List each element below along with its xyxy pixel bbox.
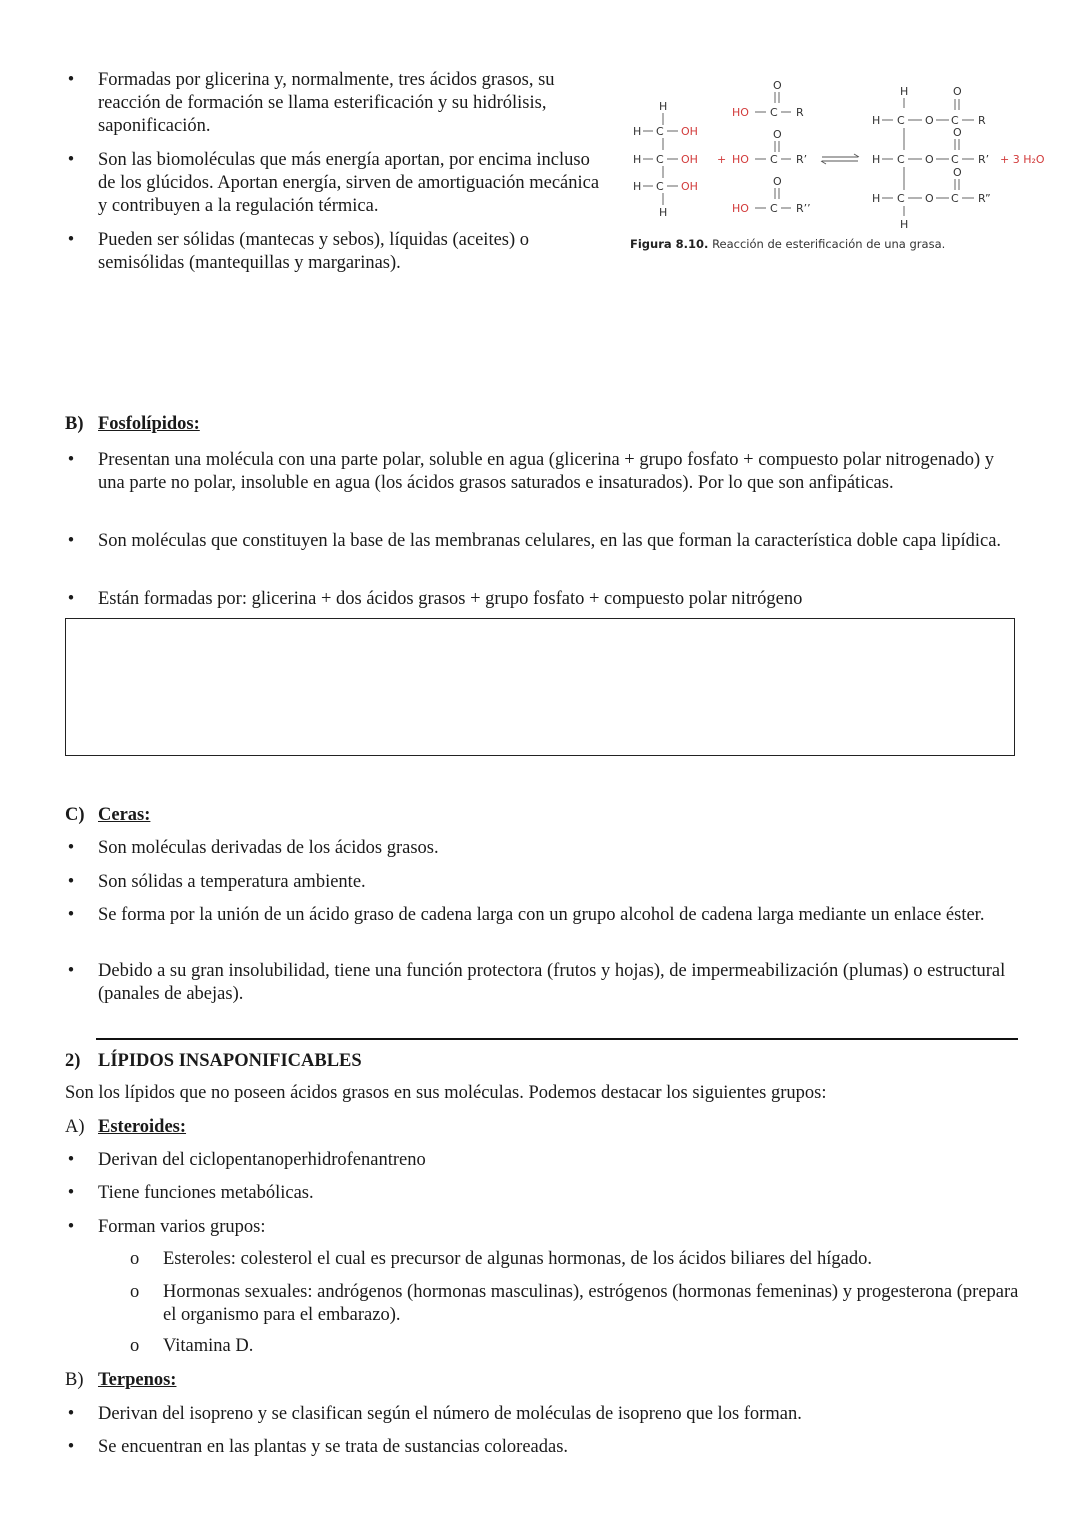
atom-r-double-prime: R” [978, 192, 991, 205]
atom-c: C [897, 114, 905, 127]
atom-ho: HO [732, 153, 749, 166]
phospholipid-bullet-2: Son moléculas que constituyen la base de las membranas celulares, en las que forman la característica doble capa lipídica. [98, 531, 1002, 551]
list-item [65, 1403, 1020, 1426]
list-item [65, 588, 1020, 611]
bullet-icon: • [67, 905, 75, 925]
intro-bullet-1: Formadas por glicerina y, normalmente, tres ácidos grasos, su reacción de formación se llama esterificación y su hidrólisis, saponificación. [98, 70, 555, 136]
section-title: Ceras: [98, 805, 151, 825]
bullet-icon: • [67, 450, 75, 470]
atom-h: H [872, 114, 881, 127]
bullet-icon: • [67, 230, 75, 250]
section-letter: B) [65, 414, 84, 434]
terpenes-heading [65, 1369, 176, 1392]
figure-caption-text: Reacción de esterificación de una grasa. [712, 237, 946, 251]
terpene-bullet-1: Derivan del isopreno y se clasifican según el número de moléculas de isopreno que los forman. [98, 1404, 802, 1424]
atom-oh: OH [681, 125, 698, 138]
phospholipid-bullet-3: Están formadas por: glicerina + dos ácidos grasos + grupo fosfato + compuesto polar nitrógeno [98, 589, 803, 609]
atom-c: C [656, 125, 664, 138]
section-letter: B) [65, 1370, 84, 1390]
section-letter: A) [65, 1117, 85, 1137]
wax-bullet-2: Son sólidas a temperatura ambiente. [98, 872, 366, 892]
atom-r: R [796, 106, 804, 119]
atom-c: C [770, 153, 778, 166]
atom-c: C [897, 192, 905, 205]
bullet-icon: • [67, 589, 75, 609]
atom-c: C [951, 114, 959, 127]
section-2-intro: Son los lípidos que no poseen ácidos grasos en sus moléculas. Podemos destacar los siguientes grupos: [65, 1083, 827, 1103]
atom-h-top: H [659, 100, 668, 113]
water-product: + 3 H₂O [1000, 153, 1045, 166]
sub-list-item [130, 1281, 1020, 1327]
bullet-icon: • [67, 150, 75, 170]
circle-bullet-icon: o [130, 1336, 140, 1356]
wax-bullet-1: Son moléculas derivadas de los ácidos grasos. [98, 838, 439, 858]
steroid-bullet-2: Tiene funciones metabólicas. [98, 1183, 314, 1203]
intro-bullet-3: Pueden ser sólidas (mantecas y sebos), líquidas (aceites) o semisólidas (mantequillas y margarinas). [98, 230, 530, 273]
steroid-sub-bullet-3: Vitamina D. [163, 1336, 254, 1356]
section-title: Esteroides: [98, 1117, 187, 1137]
list-item [65, 960, 1020, 1006]
wax-bullet-3: Se forma por la unión de un ácido graso de cadena larga con un grupo alcohol de cadena larga mediante un enlace éster. [98, 905, 985, 925]
atom-h: H [633, 153, 642, 166]
steroids-heading [65, 1116, 186, 1139]
atom-h: H [872, 153, 881, 166]
steroid-bullet-3: Forman varios grupos: [98, 1217, 266, 1237]
list-item [65, 1182, 1020, 1205]
atom-o: O [773, 175, 782, 188]
atom-o: O [773, 128, 782, 141]
atom-h: H [633, 180, 642, 193]
atom-r: R [978, 114, 986, 127]
list-item [65, 871, 1020, 894]
figure-caption-label: Figura 8.10. [630, 237, 709, 251]
bullet-icon: • [67, 1404, 75, 1424]
section-b-heading [65, 413, 200, 436]
atom-h: H [872, 192, 881, 205]
atom-c: C [770, 106, 778, 119]
steroid-sub-bullet-2: Hormonas sexuales: andrógenos (hormonas masculinas), estrógenos (hormonas femeninas) y progesterona (prepara el organismo para el embarazo). [163, 1282, 1019, 1325]
bullet-icon: • [67, 961, 75, 981]
phospholipid-bullet-1: Presentan una molécula con una parte polar, soluble en agua (glicerina + grupo fosfato + compuesto polar nitrogenado) y una parte no polar, insoluble en agua (los ácidos grasos saturados e insaturados). Por lo que son anfipáticas. [98, 450, 995, 493]
atom-h: H [633, 125, 642, 138]
atom-o: O [953, 166, 962, 179]
atom-oh: OH [681, 180, 698, 193]
section-2-heading [65, 1050, 362, 1073]
atom-c: C [951, 192, 959, 205]
bullet-icon: • [67, 872, 75, 892]
list-item [65, 149, 610, 218]
list-item [65, 1216, 1020, 1239]
terpene-bullet-2: Se encuentran en las plantas y se trata de sustancias coloreadas. [98, 1437, 569, 1457]
section-divider [96, 1038, 1018, 1040]
answer-box[interactable] [65, 618, 1015, 756]
atom-oh: OH [681, 153, 698, 166]
atom-c: C [656, 153, 664, 166]
atom-r-prime: R’ [796, 153, 808, 166]
steroid-sub-bullet-1: Esteroles: colesterol el cual es precursor de algunas hormonas, de los ácidos biliares del hígado. [163, 1249, 872, 1269]
atom-h-top: H [900, 85, 909, 98]
atom-o: O [773, 79, 782, 92]
atom-c: C [897, 153, 905, 166]
atom-o: O [925, 192, 934, 205]
atom-r-double-prime: R’’ [796, 202, 811, 215]
bullet-icon: • [67, 1183, 75, 1203]
atom-ho: HO [732, 202, 749, 215]
section-title: Fosfolípidos: [98, 414, 200, 434]
list-item [65, 229, 610, 275]
plus-sign: + [717, 153, 727, 166]
atom-h-bottom: H [659, 206, 668, 219]
bullet-icon: • [67, 1150, 75, 1170]
equilibrium-arrow-icon [821, 154, 859, 164]
atom-h-bottom: H [900, 218, 909, 231]
section-c-heading [65, 804, 150, 827]
atom-o: O [953, 126, 962, 139]
atom-c: C [656, 180, 664, 193]
atom-o: O [925, 114, 934, 127]
atom-r-prime: R’ [978, 153, 990, 166]
atom-o: O [953, 85, 962, 98]
circle-bullet-icon: o [130, 1249, 140, 1269]
sub-list-item [130, 1335, 1030, 1358]
esterification-figure [628, 72, 1058, 232]
list-item [65, 904, 1020, 927]
steroid-bullet-1: Derivan del ciclopentanoperhidrofenantreno [98, 1150, 426, 1170]
list-item [65, 1436, 1020, 1459]
list-item [65, 69, 610, 138]
wax-bullet-4: Debido a su gran insolubilidad, tiene una función protectora (frutos y hojas), de impermeabilización (plumas) o estructural (panales de abejas). [98, 961, 1006, 1004]
figure-caption [630, 237, 945, 251]
bullet-icon: • [67, 838, 75, 858]
bullet-icon: • [67, 1217, 75, 1237]
list-item [65, 449, 1020, 495]
bullet-icon: • [67, 1437, 75, 1457]
bullet-icon: • [67, 531, 75, 551]
atom-ho: HO [732, 106, 749, 119]
sub-list-item [130, 1248, 1030, 1271]
section-title: Terpenos: [98, 1370, 177, 1390]
circle-bullet-icon: o [130, 1282, 140, 1302]
section-title: LÍPIDOS INSAPONIFICABLES [98, 1051, 362, 1071]
section-number: 2) [65, 1051, 81, 1071]
list-item [65, 530, 1020, 553]
list-item [65, 837, 1020, 860]
atom-c: C [951, 153, 959, 166]
atom-o: O [925, 153, 934, 166]
bullet-icon: • [67, 70, 75, 90]
list-item [65, 1149, 1020, 1172]
section-letter: C) [65, 805, 85, 825]
intro-bullet-2: Son las biomoléculas que más energía aportan, por encima incluso de los glúcidos. Aportan energía, sirven de amortiguación mecánica y contribuyen a la regulación térmica. [98, 150, 600, 216]
atom-c: C [770, 202, 778, 215]
